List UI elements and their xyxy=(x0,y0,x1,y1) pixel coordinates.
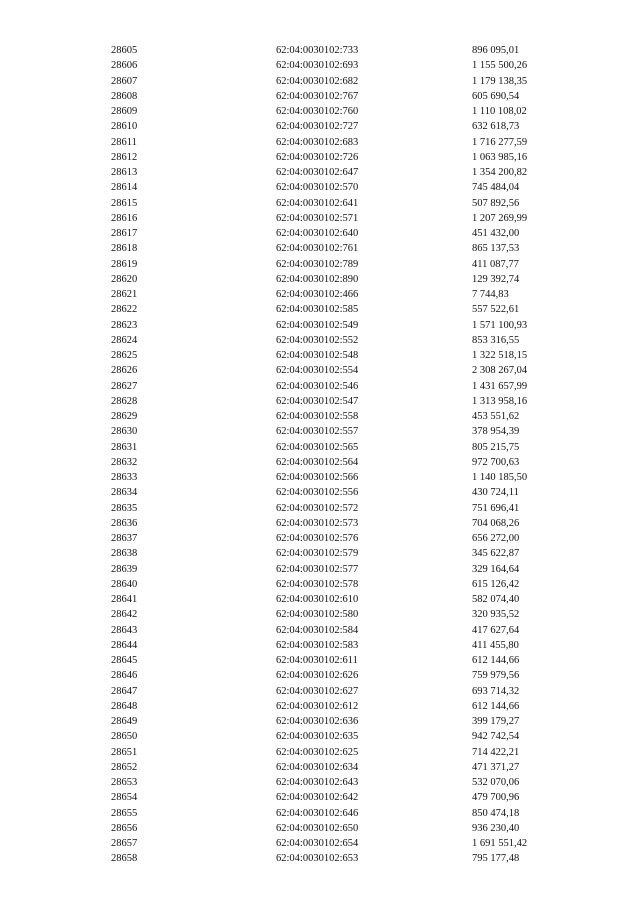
table-row xyxy=(0,729,640,744)
cadastral-number: 62:04:0030102:466 xyxy=(276,289,359,300)
row-number: 28641 xyxy=(111,594,138,605)
row-number: 28642 xyxy=(111,609,138,621)
cadastral-number: 62:04:0030102:547 xyxy=(276,395,359,407)
cadastral-number: 62:04:0030102:733 xyxy=(276,45,359,56)
cadastral-value: 714 422,21 xyxy=(472,746,520,758)
row-number: 28658 xyxy=(111,853,138,865)
cadastral-number: 62:04:0030102:566 xyxy=(276,472,359,483)
cadastral-value: 612 144,66 xyxy=(472,700,520,712)
cadastral-number: 62:04:0030102:760 xyxy=(276,106,359,117)
table-row xyxy=(0,714,640,729)
row-number: 28655 xyxy=(111,807,138,819)
cadastral-value: 1 716 277,59 xyxy=(472,136,528,148)
cadastral-value: 411 455,80 xyxy=(472,639,519,651)
cadastral-number: 62:04:0030102:767 xyxy=(276,90,359,102)
table-row xyxy=(0,257,640,272)
row-number: 28620 xyxy=(111,273,138,285)
table-row xyxy=(0,58,640,73)
row-number: 28644 xyxy=(111,639,138,651)
cadastral-number: 62:04:0030102:726 xyxy=(276,151,359,163)
cadastral-number: 62:04:0030102:642 xyxy=(276,792,359,804)
cadastral-value: 1 179 138,35 xyxy=(472,75,528,87)
row-number: 28636 xyxy=(111,517,138,529)
cadastral-value: 656 272,00 xyxy=(472,533,520,544)
table-row xyxy=(0,302,640,317)
row-number: 28651 xyxy=(111,746,138,758)
row-number: 28639 xyxy=(111,563,138,575)
cadastral-number: 62:04:0030102:626 xyxy=(276,670,359,682)
table-row xyxy=(0,836,640,851)
row-number: 28628 xyxy=(111,395,138,407)
row-number: 28643 xyxy=(111,624,138,636)
cadastral-number: 62:04:0030102:761 xyxy=(276,243,359,255)
cadastral-number: 62:04:0030102:580 xyxy=(276,609,359,621)
row-number: 28623 xyxy=(111,319,138,331)
cadastral-number: 62:04:0030102:682 xyxy=(276,75,359,87)
cadastral-value: 1 140 185,50 xyxy=(472,472,528,483)
cadastral-value: 693 714,32 xyxy=(472,685,520,697)
table-row xyxy=(0,394,640,409)
cadastral-value: 896 095,01 xyxy=(472,45,520,56)
cadastral-number: 62:04:0030102:643 xyxy=(276,777,359,788)
cadastral-number: 62:04:0030102:654 xyxy=(276,838,359,849)
cadastral-value: 795 177,48 xyxy=(472,853,520,865)
cadastral-number: 62:04:0030102:653 xyxy=(276,853,359,865)
table-row xyxy=(0,211,640,226)
table-row xyxy=(0,104,640,119)
cadastral-number: 62:04:0030102:558 xyxy=(276,411,359,422)
table-row xyxy=(0,89,640,104)
cadastral-value: 430 724,11 xyxy=(472,487,519,499)
row-number: 28608 xyxy=(111,90,138,102)
row-number: 28625 xyxy=(111,350,138,361)
table-row xyxy=(0,516,640,531)
cadastral-value: 129 392,74 xyxy=(472,273,520,285)
cadastral-value: 345 622,87 xyxy=(472,548,520,560)
cadastral-number: 62:04:0030102:585 xyxy=(276,304,359,316)
cadastral-number: 62:04:0030102:557 xyxy=(276,426,359,438)
row-number: 28645 xyxy=(111,655,138,666)
cadastral-number: 62:04:0030102:650 xyxy=(276,822,359,834)
cadastral-number: 62:04:0030102:647 xyxy=(276,167,359,178)
row-number: 28615 xyxy=(111,197,138,209)
cadastral-value: 320 935,52 xyxy=(472,609,520,621)
cadastral-value: 557 522,61 xyxy=(472,304,520,316)
table-row xyxy=(0,653,640,668)
row-number: 28632 xyxy=(111,456,138,468)
table-row xyxy=(0,180,640,195)
table-row xyxy=(0,638,640,653)
cadastral-value: 605 690,54 xyxy=(472,90,520,102)
cadastral-number: 62:04:0030102:583 xyxy=(276,639,359,651)
table-row xyxy=(0,851,640,866)
cadastral-number: 62:04:0030102:683 xyxy=(276,136,359,148)
cadastral-number: 62:04:0030102:546 xyxy=(276,380,359,392)
table-row xyxy=(0,745,640,760)
row-number: 28656 xyxy=(111,822,138,834)
row-number: 28624 xyxy=(111,334,138,346)
cadastral-number: 62:04:0030102:576 xyxy=(276,533,359,544)
row-number: 28613 xyxy=(111,167,138,178)
cadastral-value: 471 371,27 xyxy=(472,761,520,773)
cadastral-value: 1 691 551,42 xyxy=(472,838,528,849)
cadastral-value: 1 431 657,99 xyxy=(472,380,528,392)
cadastral-value: 751 696,41 xyxy=(472,502,520,514)
cadastral-number: 62:04:0030102:646 xyxy=(276,807,359,819)
cadastral-value: 532 070,06 xyxy=(472,777,520,788)
row-number: 28647 xyxy=(111,685,138,697)
cadastral-value: 942 742,54 xyxy=(472,731,520,743)
table-row xyxy=(0,760,640,775)
row-number: 28606 xyxy=(111,60,138,72)
cadastral-value: 1 063 985,16 xyxy=(472,151,528,163)
cadastral-number: 62:04:0030102:570 xyxy=(276,182,359,194)
cadastral-number: 62:04:0030102:611 xyxy=(276,655,358,666)
row-number: 28646 xyxy=(111,670,138,682)
cadastral-value: 1 155 500,26 xyxy=(472,60,528,72)
cadastral-number: 62:04:0030102:612 xyxy=(276,700,359,712)
table-row xyxy=(0,226,640,241)
cadastral-value: 745 484,04 xyxy=(472,182,520,194)
row-number: 28634 xyxy=(111,487,138,499)
cadastral-value: 1 571 100,93 xyxy=(472,319,528,331)
cadastral-value: 7 744,83 xyxy=(472,289,509,300)
table-row xyxy=(0,455,640,470)
cadastral-value: 1 354 200,82 xyxy=(472,167,528,178)
cadastral-number: 62:04:0030102:641 xyxy=(276,197,359,209)
cadastral-value: 417 627,64 xyxy=(472,624,520,636)
cadastral-number: 62:04:0030102:548 xyxy=(276,350,359,361)
cadastral-value: 1 110 108,02 xyxy=(472,106,527,117)
table-row xyxy=(0,485,640,500)
row-number: 28654 xyxy=(111,792,138,804)
row-number: 28607 xyxy=(111,75,138,87)
table-row xyxy=(0,562,640,577)
cadastral-value: 632 618,73 xyxy=(472,121,520,133)
cadastral-number: 62:04:0030102:577 xyxy=(276,563,359,575)
table-row xyxy=(0,135,640,150)
row-number: 28627 xyxy=(111,380,138,392)
row-number: 28617 xyxy=(111,228,138,239)
row-number: 28635 xyxy=(111,502,138,514)
cadastral-value: 853 316,55 xyxy=(472,334,520,346)
cadastral-number: 62:04:0030102:636 xyxy=(276,716,359,727)
row-number: 28618 xyxy=(111,243,138,255)
row-number: 28650 xyxy=(111,731,138,743)
table-row xyxy=(0,592,640,607)
table-row xyxy=(0,119,640,134)
cadastral-number: 62:04:0030102:610 xyxy=(276,594,359,605)
cadastral-value: 972 700,63 xyxy=(472,456,520,468)
table-row xyxy=(0,424,640,439)
cadastral-number: 62:04:0030102:584 xyxy=(276,624,359,636)
row-number: 28638 xyxy=(111,548,138,560)
table-row xyxy=(0,272,640,287)
table-row xyxy=(0,333,640,348)
table-row xyxy=(0,165,640,180)
row-number: 28637 xyxy=(111,533,138,544)
cadastral-number: 62:04:0030102:564 xyxy=(276,456,359,468)
row-number: 28611 xyxy=(111,136,137,148)
row-number: 28619 xyxy=(111,258,138,270)
row-number: 28649 xyxy=(111,716,138,727)
cadastral-value: 411 087,77 xyxy=(472,258,519,270)
table-row xyxy=(0,150,640,165)
table-row xyxy=(0,668,640,683)
row-number: 28610 xyxy=(111,121,138,133)
cadastral-value: 1 207 269,99 xyxy=(472,212,528,224)
table-row xyxy=(0,546,640,561)
row-number: 28622 xyxy=(111,304,138,316)
cadastral-value: 453 551,62 xyxy=(472,411,520,422)
row-number: 28653 xyxy=(111,777,138,788)
cadastral-value: 805 215,75 xyxy=(472,441,520,453)
cadastral-value: 615 126,42 xyxy=(472,578,520,590)
cadastral-number: 62:04:0030102:890 xyxy=(276,273,359,285)
table-row xyxy=(0,699,640,714)
table-row xyxy=(0,470,640,485)
table-row xyxy=(0,623,640,638)
table-row xyxy=(0,531,640,546)
cadastral-number: 62:04:0030102:727 xyxy=(276,121,359,133)
cadastral-number: 62:04:0030102:634 xyxy=(276,761,359,773)
row-number: 28630 xyxy=(111,426,138,438)
row-number: 28652 xyxy=(111,761,138,773)
cadastral-value: 936 230,40 xyxy=(472,822,520,834)
cadastral-value: 507 892,56 xyxy=(472,197,520,209)
table-row xyxy=(0,501,640,516)
cadastral-number: 62:04:0030102:552 xyxy=(276,334,359,346)
cadastral-number: 62:04:0030102:572 xyxy=(276,502,359,514)
table-row xyxy=(0,318,640,333)
cadastral-value: 329 164,64 xyxy=(472,563,520,575)
row-number: 28616 xyxy=(111,212,138,224)
cadastral-value: 479 700,96 xyxy=(472,792,520,804)
cadastral-value: 2 308 267,04 xyxy=(472,365,528,377)
cadastral-number: 62:04:0030102:635 xyxy=(276,731,359,743)
cadastral-value: 612 144,66 xyxy=(472,655,520,666)
cadastral-number: 62:04:0030102:640 xyxy=(276,228,359,239)
cadastral-value: 1 322 518,15 xyxy=(472,350,528,361)
row-number: 28612 xyxy=(111,151,138,163)
cadastral-value: 850 474,18 xyxy=(472,807,520,819)
cadastral-number: 62:04:0030102:573 xyxy=(276,517,359,529)
table-row xyxy=(0,790,640,805)
cadastral-value: 451 432,00 xyxy=(472,228,520,239)
cadastral-number: 62:04:0030102:579 xyxy=(276,548,359,560)
table-row xyxy=(0,440,640,455)
cadastral-number: 62:04:0030102:693 xyxy=(276,60,359,72)
table-row xyxy=(0,363,640,378)
cadastral-number: 62:04:0030102:789 xyxy=(276,258,359,270)
row-number: 28657 xyxy=(111,838,138,849)
cadastral-number: 62:04:0030102:627 xyxy=(276,685,359,697)
row-number: 28629 xyxy=(111,411,138,422)
table-row xyxy=(0,196,640,211)
cadastral-number: 62:04:0030102:554 xyxy=(276,365,359,377)
table-row xyxy=(0,806,640,821)
row-number: 28605 xyxy=(111,45,138,56)
cadastral-value: 378 954,39 xyxy=(472,426,520,438)
table-row xyxy=(0,684,640,699)
cadastral-value: 865 137,53 xyxy=(472,243,520,255)
cadastral-number: 62:04:0030102:556 xyxy=(276,487,359,499)
row-number: 28631 xyxy=(111,441,138,453)
table-row xyxy=(0,287,640,302)
table-row xyxy=(0,43,640,58)
cadastral-number: 62:04:0030102:578 xyxy=(276,578,359,590)
table-row xyxy=(0,577,640,592)
cadastral-number: 62:04:0030102:625 xyxy=(276,746,359,758)
row-number: 28609 xyxy=(111,106,138,117)
row-number: 28648 xyxy=(111,700,138,712)
row-number: 28621 xyxy=(111,289,138,300)
table-row xyxy=(0,74,640,89)
row-number: 28614 xyxy=(111,182,138,194)
table-row xyxy=(0,821,640,836)
row-number: 28633 xyxy=(111,472,138,483)
cadastral-value: 759 979,56 xyxy=(472,670,520,682)
table-row xyxy=(0,379,640,394)
cadastral-value: 1 313 958,16 xyxy=(472,395,528,407)
table-row xyxy=(0,241,640,256)
table-row xyxy=(0,348,640,363)
cadastral-value: 399 179,27 xyxy=(472,716,520,727)
cadastral-value: 582 074,40 xyxy=(472,594,520,605)
cadastral-value: 704 068,26 xyxy=(472,517,520,529)
cadastral-number: 62:04:0030102:565 xyxy=(276,441,359,453)
table-row xyxy=(0,607,640,622)
cadastral-number: 62:04:0030102:549 xyxy=(276,319,359,331)
row-number: 28626 xyxy=(111,365,138,377)
row-number: 28640 xyxy=(111,578,138,590)
table-row xyxy=(0,409,640,424)
cadastral-number: 62:04:0030102:571 xyxy=(276,212,359,224)
table-row xyxy=(0,775,640,790)
